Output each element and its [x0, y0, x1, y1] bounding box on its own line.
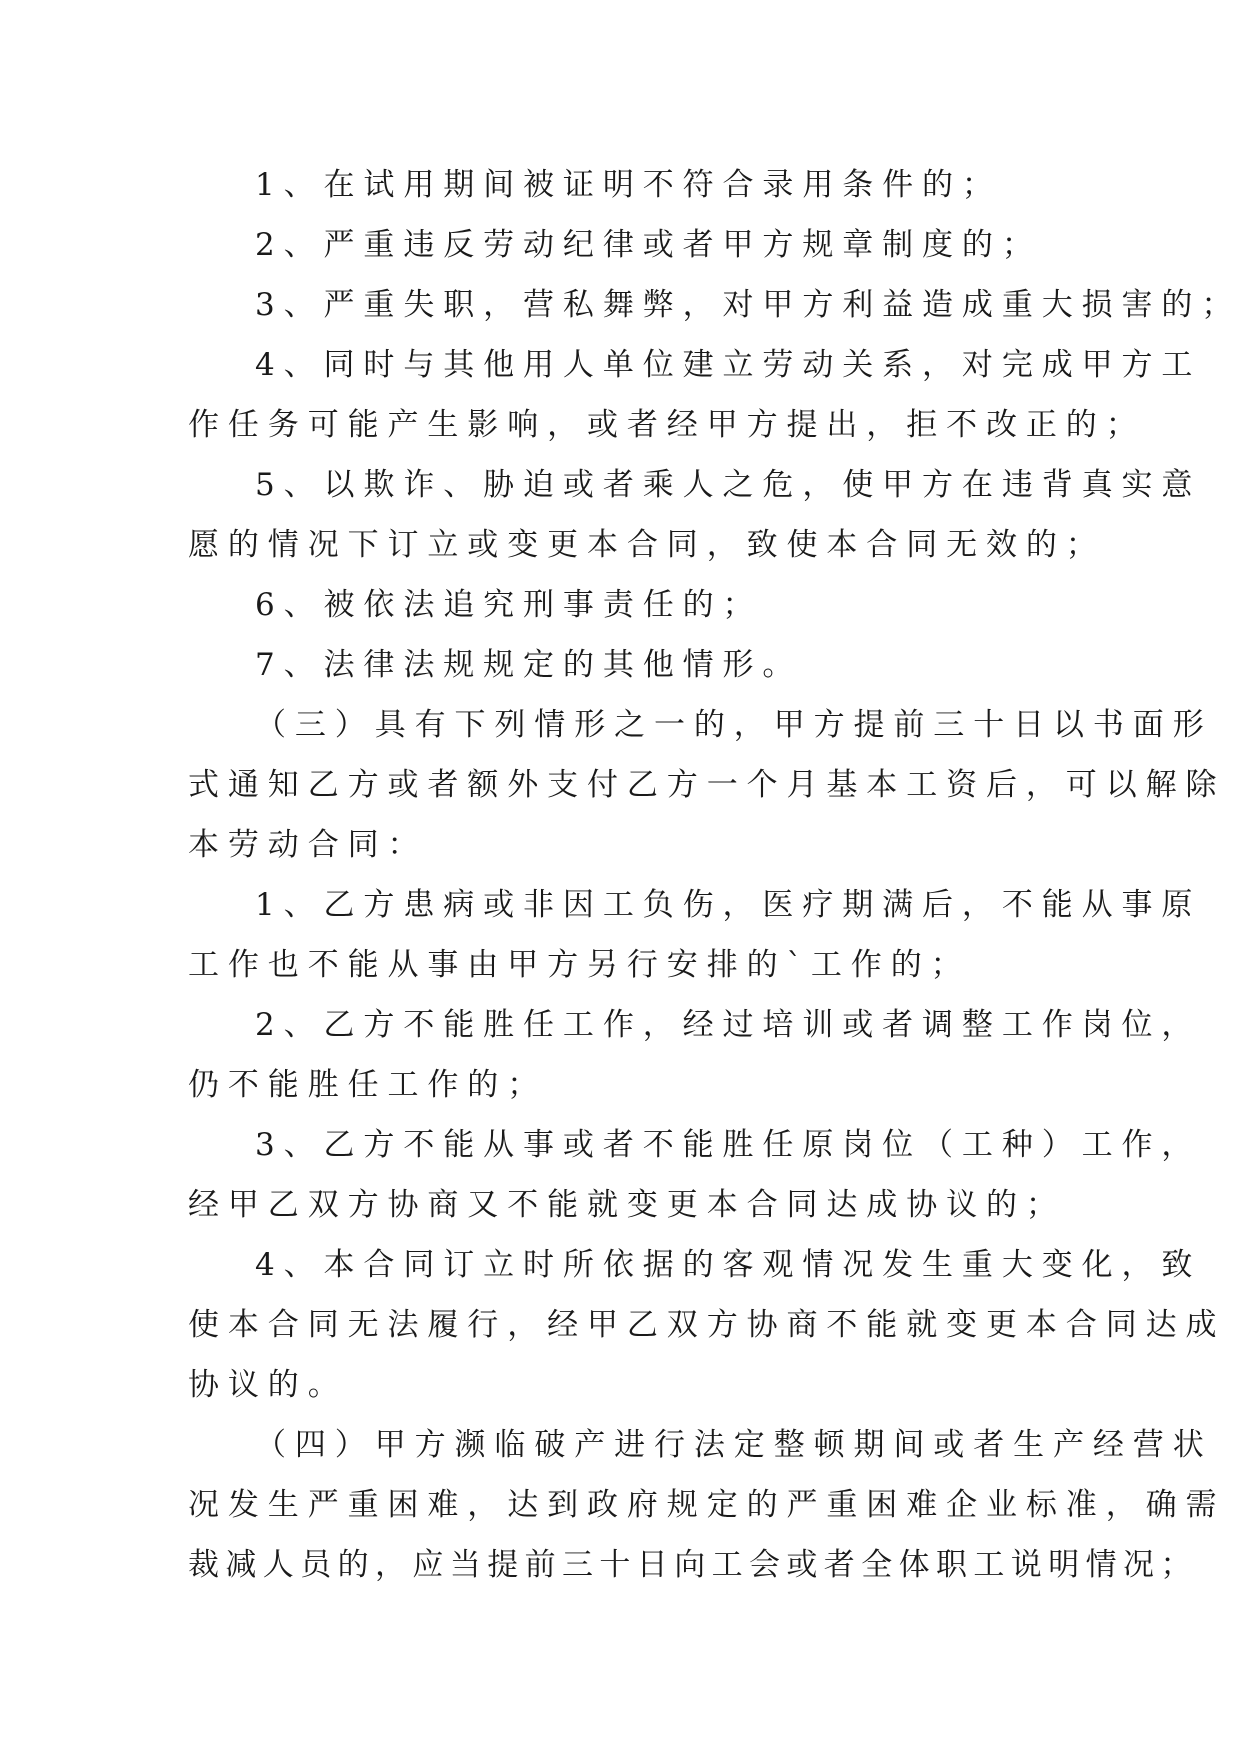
text-line: 3、严重失职，营私舞弊，对甲方利益造成重大损害的；: [255, 287, 1241, 323]
text-line: 使本合同无法履行，经甲乙双方协商不能就变更本合同达成: [188, 1307, 1226, 1343]
text-line: 4、同时与其他用人单位建立劳动关系，对完成甲方工: [255, 347, 1202, 383]
text-line: 3、乙方不能从事或者不能胜任原岗位（工种）工作，: [255, 1127, 1202, 1163]
text-line: 愿的情况下订立或变更本合同，致使本合同无效的；: [188, 527, 1106, 563]
text-line: 式通知乙方或者额外支付乙方一个月基本工资后，可以解除: [188, 767, 1226, 803]
text-line: 经甲乙双方协商又不能就变更本合同达成协议的；: [188, 1187, 1066, 1223]
text-line: 仍不能胜任工作的；: [188, 1067, 548, 1103]
text-line: 协议的。: [188, 1367, 348, 1403]
text-line: 2、严重违反劳动纪律或者甲方规章制度的；: [255, 227, 1042, 263]
text-line: 6、被依法追究刑事责任的；: [255, 587, 763, 623]
text-line: 工作也不能从事由甲方另行安排的`工作的；: [188, 947, 971, 983]
text-line: （三）具有下列情形之一的，甲方提前三十日以书面形: [255, 707, 1213, 743]
text-line: 裁减人员的，应当提前三十日向工会或者全体职工说明情况；: [188, 1547, 1198, 1583]
text-line: （四）甲方濒临破产进行法定整顿期间或者生产经营状: [255, 1427, 1213, 1463]
text-line: 况发生严重困难，达到政府规定的严重困难企业标准，确需: [188, 1487, 1226, 1523]
text-line: 本劳动合同：: [188, 827, 428, 863]
text-line: 作任务可能产生影响，或者经甲方提出，拒不改正的；: [188, 407, 1146, 443]
text-line: 7、法律法规规定的其他情形。: [255, 647, 803, 683]
text-line: 5、以欺诈、胁迫或者乘人之危，使甲方在违背真实意: [255, 467, 1202, 503]
text-line: 1、在试用期间被证明不符合录用条件的；: [255, 167, 1002, 203]
text-line: 2、乙方不能胜任工作，经过培训或者调整工作岗位，: [255, 1007, 1202, 1043]
text-line: 1、乙方患病或非因工负伤，医疗期满后，不能从事原: [255, 887, 1202, 923]
text-line: 4、本合同订立时所依据的客观情况发生重大变化，致: [255, 1247, 1202, 1283]
